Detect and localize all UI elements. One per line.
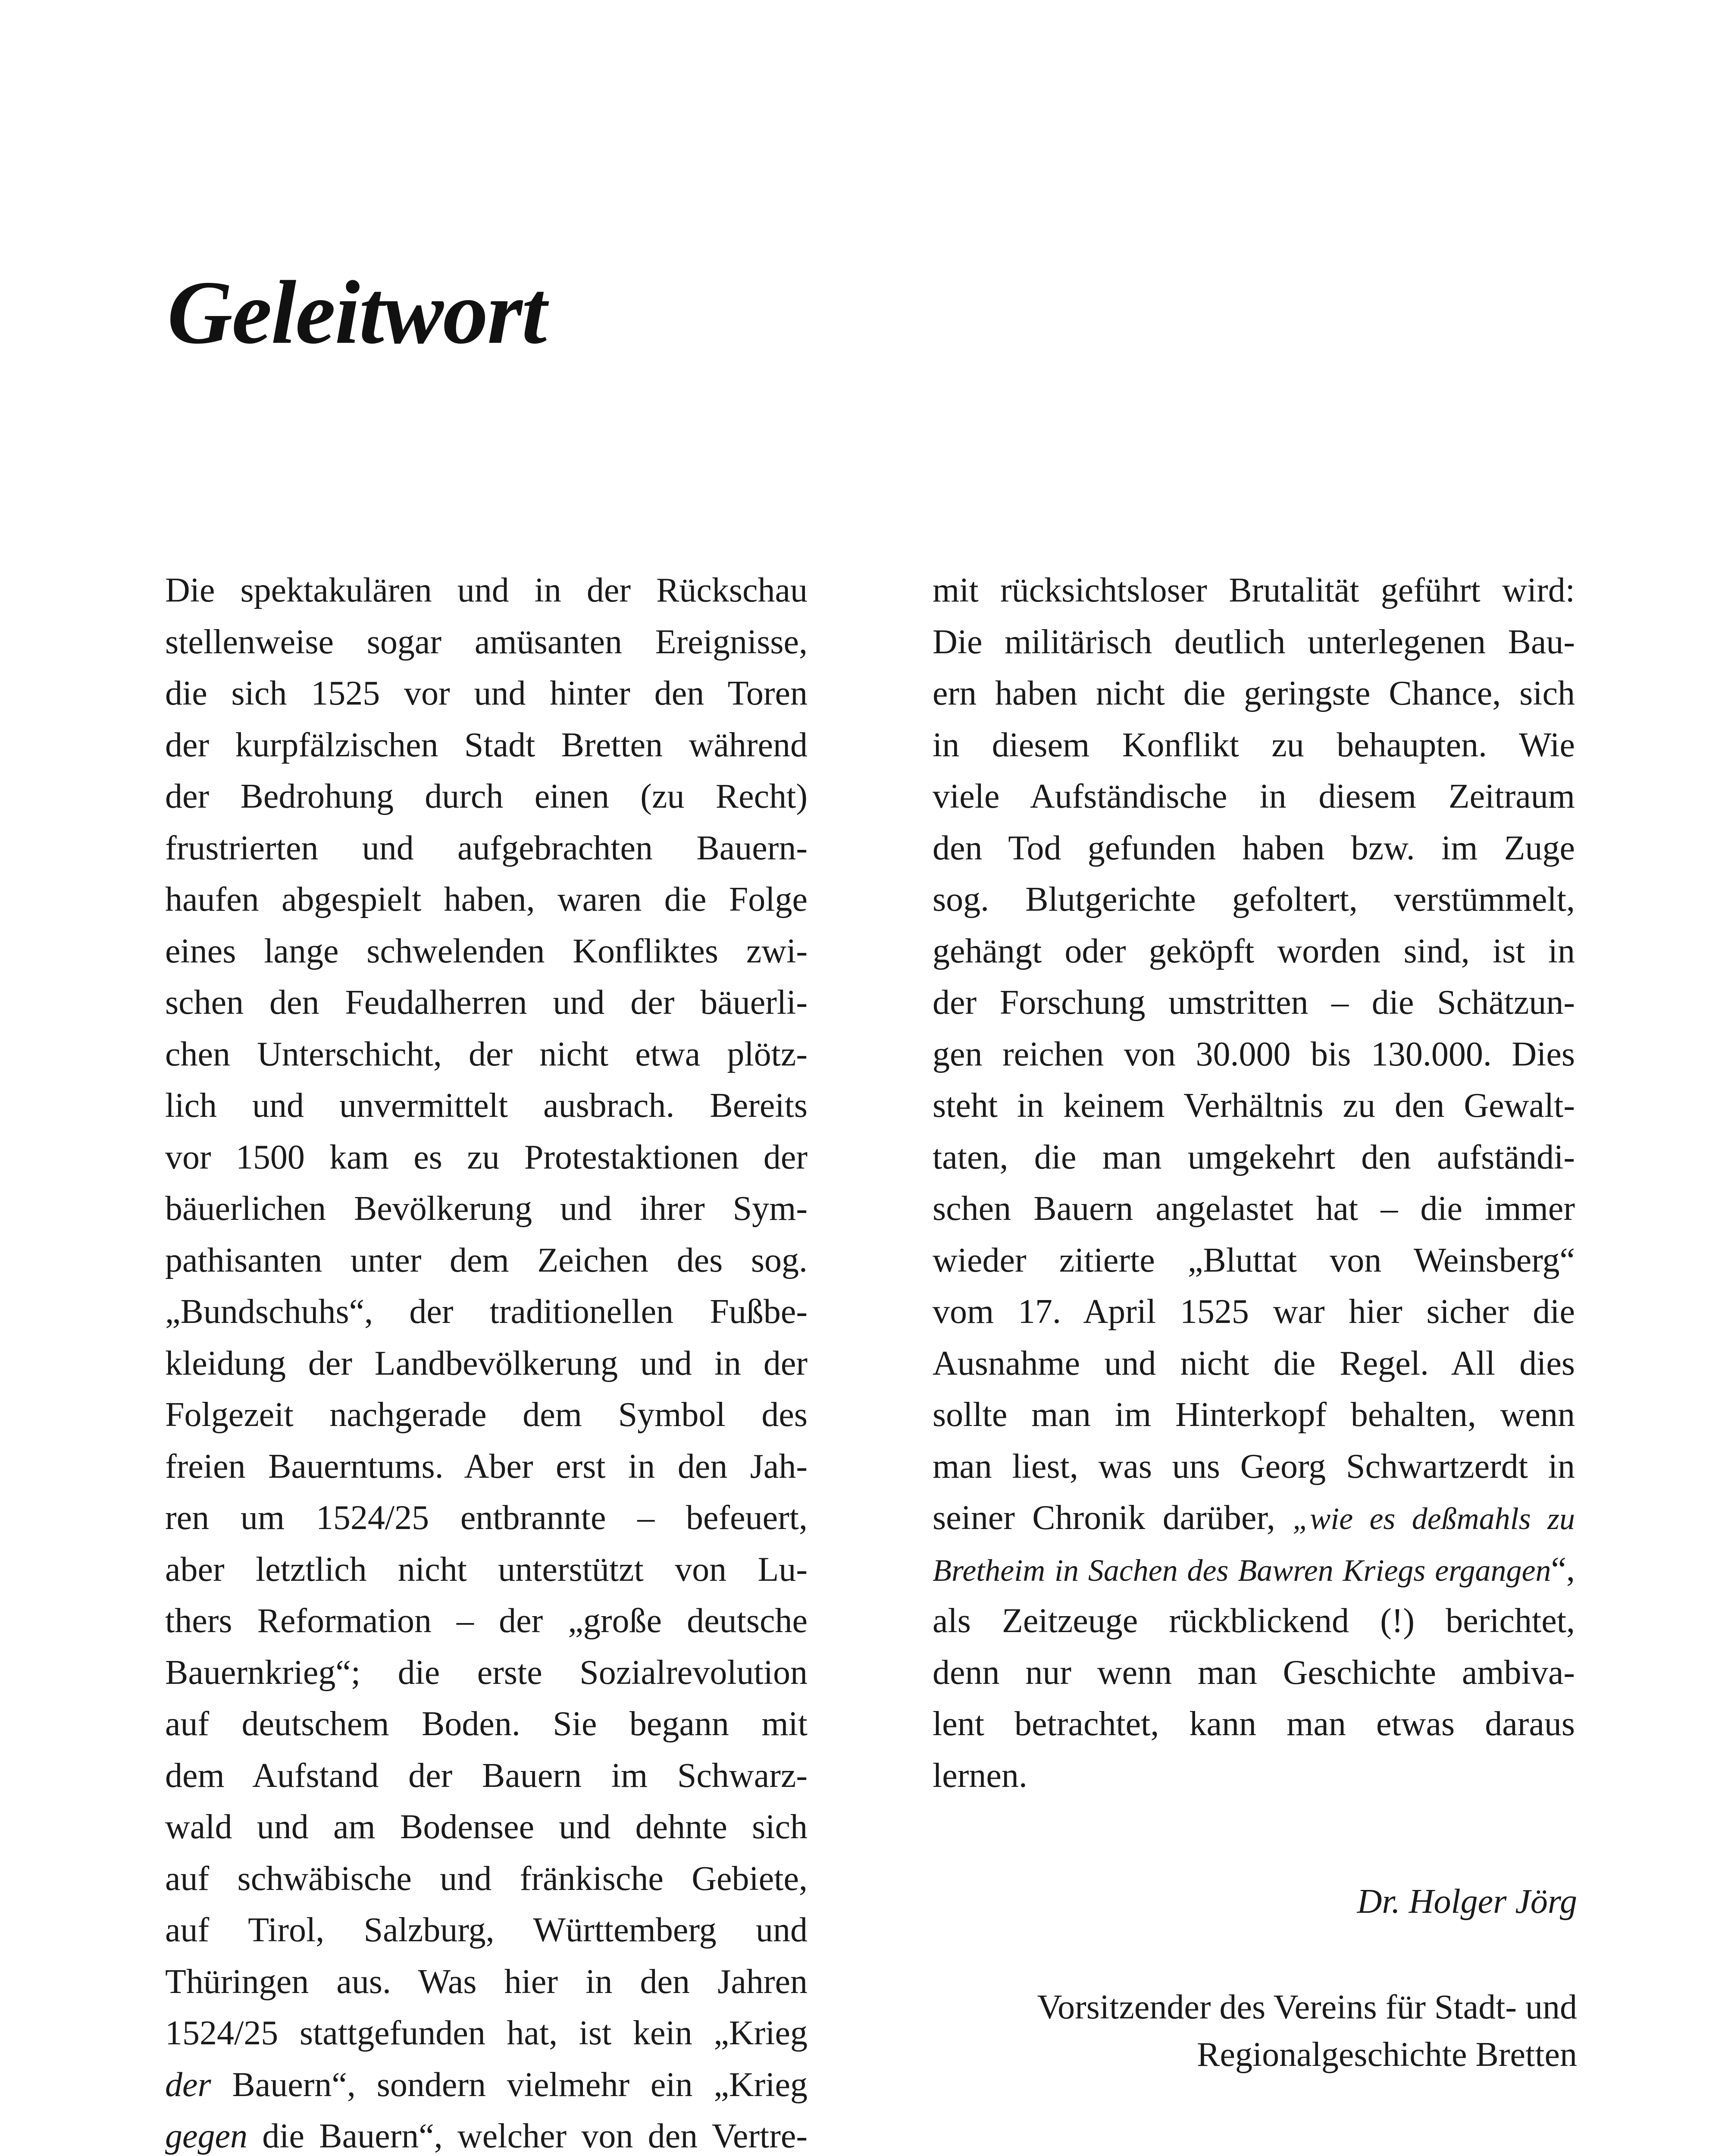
text-line: aber letztlich nicht unterstützt von Lu- [165, 1550, 808, 1589]
text-line: wald und am Bodensee und dehnte sich [165, 1808, 808, 1846]
text-line: freien Bauerntums. Aber erst in den Jah- [165, 1447, 808, 1485]
text-line: vom 17. April 1525 war hier sicher die [933, 1293, 1575, 1331]
text-line: viele Aufständische in diesem Zeitraum [933, 777, 1575, 815]
text-line: der kurpfälzischen Stadt Bretten während [165, 726, 808, 764]
text-line: eines lange schwelenden Konfliktes zwi- [165, 932, 808, 970]
text-line: Die spektakulären und in der Rückschau [165, 571, 808, 609]
text-line: ren um 1524/25 entbrannte – befeuert, [165, 1499, 808, 1537]
text-line: steht in keinem Verhältnis zu den Gewalt- [933, 1087, 1575, 1125]
text-line: in diesem Konflikt zu behaupten. Wie [933, 726, 1575, 764]
text-line: kleidung der Landbevölkerung und in der [165, 1344, 808, 1382]
text-run: die Bauern“, welcher von den Vertre- [247, 2117, 808, 2155]
author-affiliation [887, 1984, 1577, 2078]
text-line: Die militärisch deutlich unterlegenen Bau- [933, 623, 1575, 661]
text-line: gen reichen von 30.000 bis 130.000. Dies [933, 1035, 1575, 1073]
text-line: denn nur wenn man Geschichte ambiva- [933, 1653, 1575, 1692]
text-line: dem Aufstand der Bauern im Schwarz- [165, 1756, 808, 1795]
text-run: Bauern“, sondern vielmehr ein „Krieg [211, 2065, 808, 2104]
text-line: lernen. [933, 1756, 1027, 1795]
text-line: man liest, was uns Georg Schwartzerdt in [933, 1447, 1575, 1485]
text-line: schen den Feudalherren und der bäuerli- [165, 984, 808, 1022]
text-line: den Tod gefunden haben bzw. im Zuge [933, 829, 1575, 867]
chronicle-quote: Bretheim in Sachen des Bawren Kriegs ergangen [933, 1553, 1551, 1588]
affiliation-line: Regionalgeschichte Bretten [1197, 2036, 1577, 2074]
right-text-column [933, 565, 1575, 1802]
text-line [165, 2059, 808, 2111]
text-line: haufen abgespielt haben, waren die Folge [165, 881, 808, 918]
text-line: auf Tirol, Salzburg, Württemberg und [165, 1911, 808, 1949]
text-line: lent betrachtet, kann man etwas daraus [933, 1705, 1575, 1743]
text-line: gehängt oder geköpft worden sind, ist in [933, 932, 1575, 970]
text-line: Ausnahme und nicht die Regel. All dies [933, 1344, 1575, 1382]
text-line: der Forschung umstritten – die Schätzun- [933, 984, 1575, 1022]
page-title: Geleitwort [167, 263, 546, 363]
text-line: Bauernkrieg“; die erste Sozialrevolution [165, 1653, 808, 1692]
text-line: die sich 1525 vor und hinter den Toren [165, 674, 808, 712]
text-run: seiner Chronik darüber, [933, 1499, 1293, 1537]
text-line: thers Reformation – der „große deutsche [165, 1602, 808, 1640]
text-line [933, 1544, 1575, 1596]
text-line: ern haben nicht die geringste Chance, sich [933, 674, 1575, 712]
text-line: pathisanten unter dem Zeichen des sog. [165, 1241, 808, 1279]
chronicle-quote: „wie es deßmahls zu [1293, 1501, 1575, 1536]
author-signature: Dr. Holger Jörg [1357, 1883, 1577, 1921]
emphasis: der [165, 2065, 211, 2104]
text-line [165, 2111, 808, 2156]
text-line: lich und unvermittelt ausbrach. Bereits [165, 1087, 808, 1125]
emphasis: gegen [165, 2117, 248, 2155]
text-line: bäuerlichen Bevölkerung und ihrer Sym- [165, 1190, 808, 1228]
text-line: mit rücksichtsloser Brutalität geführt wird: [933, 571, 1575, 609]
text-line: stellenweise sogar amüsanten Ereignisse, [165, 623, 808, 661]
text-line: der Bedrohung durch einen (zu Recht) [165, 777, 808, 815]
text-line: Folgezeit nachgerade dem Symbol des [165, 1396, 808, 1434]
text-line: wieder zitierte „Bluttat von Weinsberg“ [933, 1241, 1575, 1279]
text-line: sollte man im Hinterkopf behalten, wenn [933, 1396, 1575, 1434]
text-line: Thüringen aus. Was hier in den Jahren [165, 1962, 808, 2001]
text-line: sog. Blutgerichte gefoltert, verstümmelt, [933, 881, 1575, 918]
text-line: vor 1500 kam es zu Protestaktionen der [165, 1138, 808, 1176]
text-line: als Zeitzeuge rückblickend (!) berichtet, [933, 1602, 1575, 1640]
left-text-column [165, 565, 808, 2156]
text-line: taten, die man umgekehrt den aufständi- [933, 1138, 1575, 1176]
text-run: “, [1551, 1550, 1575, 1589]
text-line: schen Bauern angelastet hat – die immer [933, 1190, 1575, 1228]
text-line: chen Unterschicht, der nicht etwa plötz- [165, 1035, 808, 1073]
text-line [933, 1492, 1575, 1544]
text-line: 1524/25 stattgefunden hat, ist kein „Krieg [165, 2014, 808, 2052]
text-line: „Bundschuhs“, der traditionellen Fußbe- [165, 1293, 808, 1331]
text-line: frustrierten und aufgebrachten Bauern- [165, 829, 808, 867]
text-line: auf deutschem Boden. Sie begann mit [165, 1705, 808, 1743]
affiliation-line: Vorsitzender des Vereins für Stadt- und [1037, 1988, 1577, 2026]
text-line: auf schwäbische und fränkische Gebiete, [165, 1859, 808, 1898]
